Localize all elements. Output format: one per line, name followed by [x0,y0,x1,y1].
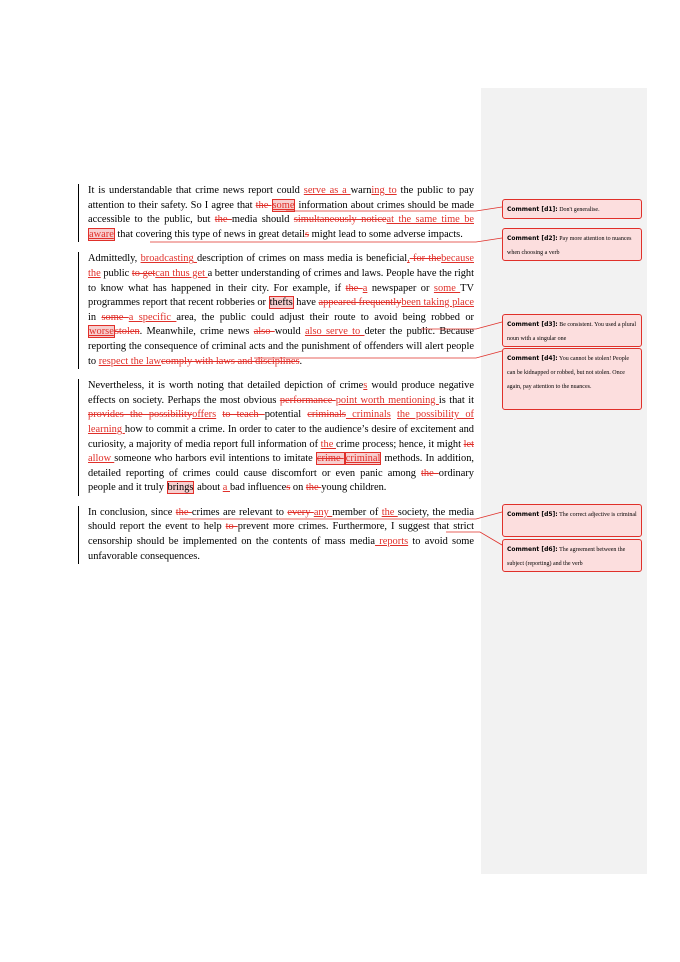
text-run: potential [264,409,308,421]
text-run: area, the public could adjust their route to avoid being robbed or [176,311,474,323]
comment-d1[interactable] [502,199,642,219]
deleted-text: s [304,228,310,240]
comment-label: Comment [d1]: [507,206,558,213]
comment-text: The agreement between the subject (reporting) and the verb [507,547,626,567]
comment-text: Pay more attention to nuances when choosing a verb [507,236,632,256]
inserted-text: the [320,438,336,450]
inserted-text: , [407,253,410,265]
inserted-text: any [313,506,333,518]
deleted-text: the [214,214,232,226]
text-run: society, the media should report the event to help [88,506,474,533]
deleted-text: provides the possibility [88,409,193,421]
text-run: . Meanwhile, crime news [139,326,254,338]
commented-text: thefts [269,297,293,309]
text-run: TV programmes report that recent robberies or [88,282,475,309]
inserted-text: because the [88,253,474,279]
paragraph-3 [88,379,474,496]
text-run: how to commit a crime. In order to cater to the audience’s desire of excitement and curiosity, a majority of media report full information of [88,423,474,450]
comment-d5[interactable] [502,504,642,537]
deleted-text: the [345,282,363,294]
comment-label: Comment [d4]: [507,355,558,362]
text-run: Admittedly, [88,253,141,265]
deleted-text: simultaneously notice [293,214,387,226]
paragraph-1 [88,184,474,242]
inserted-text: some [433,282,461,294]
inserted-text: worse [89,326,114,338]
paragraph-4 [88,506,474,564]
deleted-text: for the [409,253,442,265]
text-run: that covering this type of news in great detail [114,228,305,240]
deleted-text: performance [279,394,336,406]
text-run: would [274,326,305,338]
inserted-text: been taking place [401,297,475,309]
inserted-text: can thus get [155,267,208,279]
comment-label: Comment [d3]: [507,321,558,328]
inserted-text: a specific [128,311,177,323]
document-body [88,184,474,574]
text-run: public [100,267,132,279]
text-run: media should [231,214,294,226]
deleted-text: also [253,326,275,338]
inserted-text: a [362,282,368,294]
inserted-text: aware [89,228,114,240]
deleted-text: to get [131,267,156,279]
comment-text: Be consistent. You used a plural noun with a singular one [507,322,637,342]
comment-text: The correct adjective is criminal [559,512,637,518]
comment-label: Comment [d2]: [507,235,558,242]
text-run: Nevertheless, it is worth noting that detailed depiction of crime [88,380,364,392]
text-run: someone who harbors evil intentions to imitate [114,453,316,465]
deleted-text: crime [316,453,344,465]
inserted-text: point worth mentioning [335,394,439,406]
inserted-text: offers [192,409,217,421]
inserted-text: at the same time be [386,214,474,226]
comment-label: Comment [d6]: [507,546,558,553]
commented-text: brings [167,482,194,494]
text-run: bad influence [229,482,287,494]
text-run: In conclusion, since [88,506,176,518]
deleted-text: the [175,506,192,518]
text-run: warn [350,185,372,196]
inserted-text: some [272,199,295,211]
text-run: might lead to some adverse impacts. [309,228,463,240]
text-run: a better understanding of crimes and laws. People have the right to know what has happened in their city. For example, if [88,267,475,294]
inserted-text: ing to [371,185,397,196]
text-run: the public to pay attention to their safety. So I agree that [88,185,474,211]
change-bar [78,506,79,564]
inserted-text: broadcasting [140,253,197,265]
comment-text: You cannot be stolen! People can be kidnapped or robbed, but not stolen. Once again, pay attention to the nuances. [507,356,630,390]
inserted-text: s [363,380,368,392]
change-bar [78,184,79,242]
comment-d4[interactable] [502,348,642,410]
text-run: would produce negative effects on society. Perhaps the most obvious [88,380,474,406]
deleted-text: appeared frequently [318,297,402,309]
change-bar [78,252,79,369]
comment-label: Comment [d5]: [507,511,558,518]
deleted-text: some [101,311,129,323]
deleted-text: s [286,482,291,494]
deleted-text: let [463,438,474,450]
paragraph-2 [88,252,474,369]
comment-d6[interactable] [502,539,642,572]
inserted-text: a [222,482,230,494]
text-run: in [88,311,102,323]
deleted-text: criminals [307,409,346,421]
text-run: to avoid some unfavorable consequences. [88,536,474,562]
inserted-text: criminal [345,453,381,465]
comment-d3[interactable] [502,314,642,347]
text-run: information about crimes should be made accessible to the public, but [88,199,475,226]
text-run: have [293,297,319,309]
change-bar [78,379,79,496]
deleted-text: comply with laws and disciplines [161,355,300,367]
deleted-text: to [225,521,238,533]
text-run: It is understandable that crime news report could [88,185,304,196]
inserted-text: reports [375,536,409,548]
deleted-text: the [421,467,439,479]
inserted-text: respect the law [98,355,162,367]
inserted-text: serve as a [303,185,351,196]
deleted-text: to teach [222,409,265,421]
text-run: deter the public. Because reporting the consequence of criminal acts and the punishment of offenders will alert people to [88,326,474,367]
text-run: crimes are relevant to [191,506,288,518]
inserted-text: allow [88,453,115,465]
text-run: about [194,482,223,494]
inserted-text: the [381,506,398,518]
text-run: on [290,482,306,494]
deleted-text: the [255,199,272,211]
text-run: member of [332,506,382,518]
text-run: young children. [321,482,387,494]
text-run: crime process; hence, it might [335,438,464,450]
text-run: is that it [438,394,474,406]
text-run: . [299,355,303,367]
deleted-text: stolen [114,326,140,338]
text-run: description of crimes on mass media is beneficial [196,253,408,265]
inserted-text: criminals [345,409,391,421]
deleted-text: the [305,482,322,494]
comment-text: Don't generalise. [559,207,600,213]
comment-d2[interactable] [502,228,642,261]
text-run: ordinary people and it truly [88,467,474,494]
text-run: newspaper or [367,282,434,294]
inserted-text: also serve to [304,326,365,338]
deleted-text: every [287,506,314,518]
text-run: methods. In addition, detailed reporting of crimes could cause discomfort or even panic among [88,453,474,479]
inserted-text: the possibility of learning [88,409,474,435]
text-run: prevent more crimes. Furthermore, I suggest that strict censorship should be implemented on the contents of mass media [88,521,474,548]
